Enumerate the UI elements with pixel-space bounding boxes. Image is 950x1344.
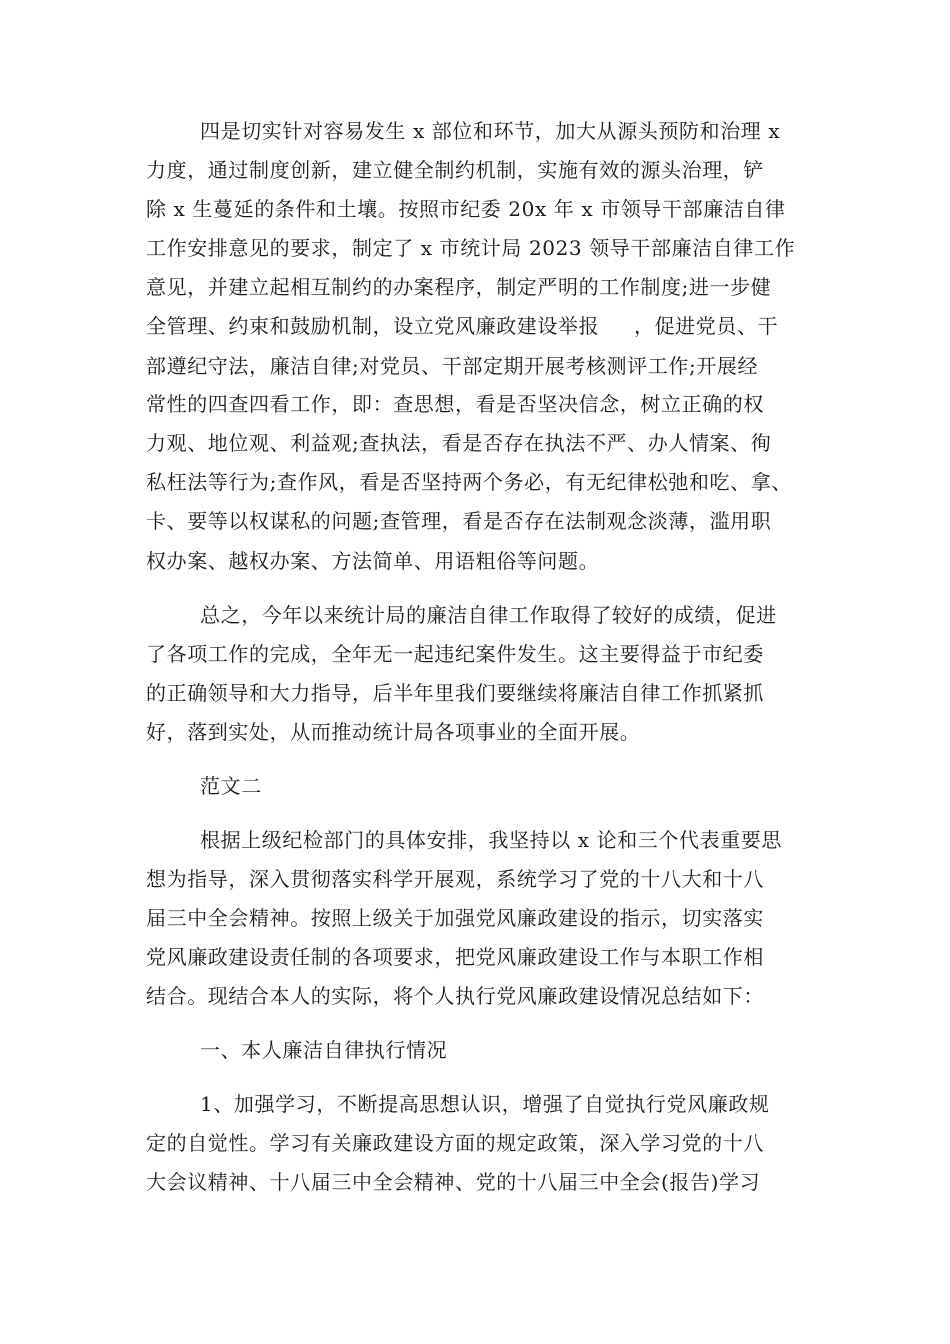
text-line: 四是切实针对容易发生 x 部位和环节，加大从源头预防和治理 x	[200, 119, 781, 143]
text-line: 大会议精神、十八届三中全会精神、党的十八届三中全会(报告)学习	[146, 1170, 761, 1194]
text-line: 根据上级纪检部门的具体安排，我坚持以 x 论和三个代表重要思	[200, 828, 782, 852]
text-line: 部遵纪守法，廉洁自律;对党员、干部定期开展考核测评工作;开展经	[146, 354, 759, 378]
text-line: 届三中全会精神。按照上级关于加强党风廉政建设的指示，切实落实	[146, 906, 764, 930]
text-line: 党风廉政建设责任制的各项要求，把党风廉政建设工作与本职工作相	[146, 945, 764, 969]
text-line: 总之，今年以来统计局的廉洁自律工作取得了较好的成绩，促进	[200, 603, 777, 627]
text-line: 定的自觉性。学习有关廉政建设方面的规定政策，深入学习党的十八	[146, 1131, 764, 1155]
section-heading: 范文二	[200, 774, 262, 798]
text-line: 力度，通过制度创新，建立健全制约机制，实施有效的源头治理，铲	[146, 158, 764, 182]
text-line: 全管理、约束和鼓励机制，设立党风廉政建设举报 ，促进党员、干	[146, 314, 779, 338]
text-line: 常性的四查四看工作，即：查思想，看是否坚决信念，树立正确的权	[146, 392, 764, 416]
text-line: 好，落到实处，从而推动统计局各项事业的全面开展。	[146, 720, 641, 744]
subsection-heading: 一、本人廉洁自律执行情况	[200, 1038, 448, 1062]
text-line: 力观、地位观、利益观;查执法，看是否存在执法不严、办人情案、徇	[146, 431, 772, 455]
text-line: 意见，并建立起相互制约的办案程序，制定严明的工作制度;进一步健	[146, 275, 772, 299]
text-line: 的正确领导和大力指导，后半年里我们要继续将廉洁自律工作抓紧抓	[146, 681, 764, 705]
text-line: 1、加强学习，不断提高思想认识，增强了自觉执行党风廉政规	[200, 1092, 770, 1116]
text-line: 工作安排意见的要求，制定了 x 市统计局 2023 领导干部廉洁自律工作	[146, 236, 796, 260]
text-line: 卡、要等以权谋私的问题;查管理，看是否存在法制观念淡薄，滥用职	[146, 509, 772, 533]
text-line: 除 x 生蔓延的条件和土壤。按照市纪委 20x 年 x 市领导干部廉洁自律	[146, 197, 786, 221]
text-line: 私枉法等行为;查作风，看是否坚持两个务必，有无纪律松弛和吃、拿、	[146, 470, 792, 494]
text-line: 权办案、越权办案、方法简单、用语粗俗等问题。	[146, 549, 600, 573]
text-line: 了各项工作的完成，全年无一起违纪案件发生。这主要得益于市纪委	[146, 642, 764, 666]
text-line: 结合。现结合本人的实际，将个人执行党风廉政建设情况总结如下：	[146, 984, 764, 1008]
text-line: 想为指导，深入贯彻落实科学开展观，系统学习了党的十八大和十八	[146, 867, 764, 891]
